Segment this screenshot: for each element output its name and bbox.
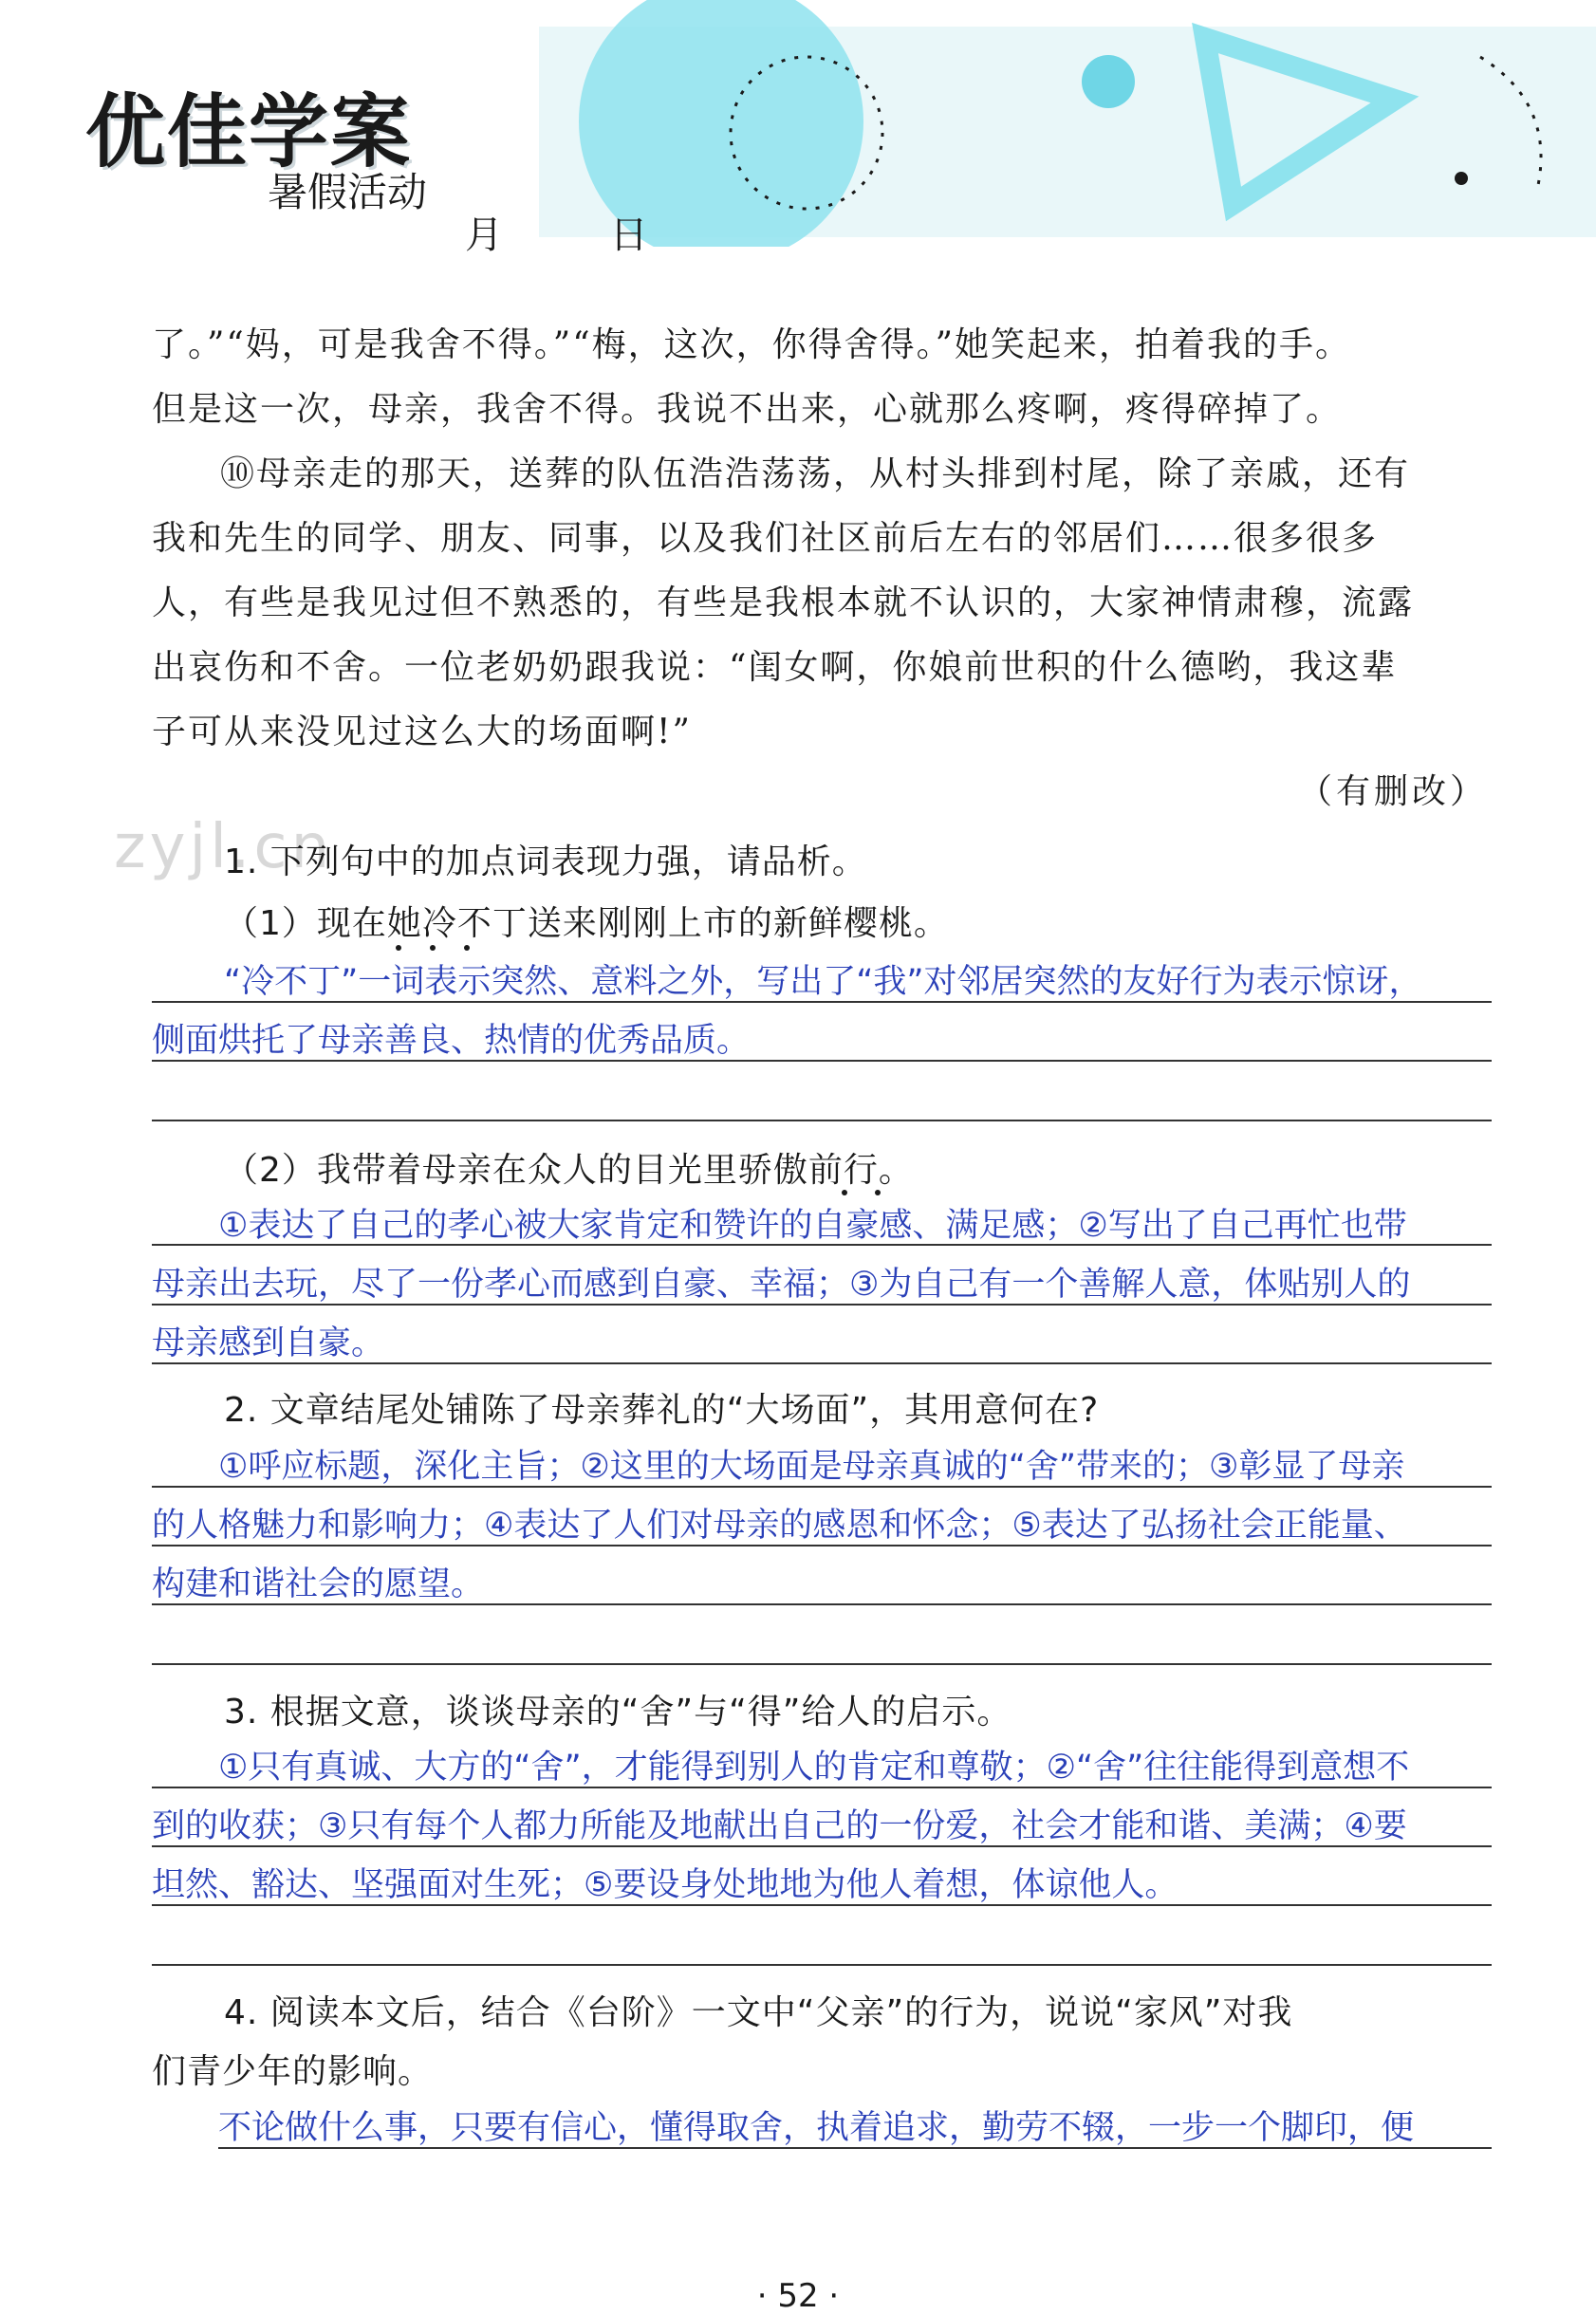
answer-line: ①呼应标题，深化主旨；②这里的大场面是母亲真诚的“舍”带来的；③彰显了母亲	[218, 1448, 1405, 1486]
answer-line: 构建和谐社会的愿望。	[152, 1565, 485, 1603]
answer-rule	[152, 1603, 1492, 1605]
month-label: 月	[465, 213, 503, 257]
emphasis-dot	[430, 945, 436, 951]
passage-line: 出哀伤和不舍。一位老奶奶跟我说：“闺女啊，你娘前世积的什么德哟，我这辈	[152, 648, 1398, 687]
answer-line: ①表达了自己的孝心被大家肯定和赞许的自豪感、满足感；②写出了自己再忙也带	[218, 1207, 1407, 1245]
page-number: · 52 ·	[756, 2277, 840, 2315]
answer-rule	[218, 2147, 1492, 2149]
question-1-sentence-1: （1）现在她冷不丁送来刚刚上市的新鲜樱桃。	[224, 904, 949, 943]
answer-rule	[152, 1244, 1492, 1246]
answer-rule	[152, 1663, 1492, 1665]
question-2-prompt: 2. 文章结尾处铺陈了母亲葬礼的“大场面”，其用意何在?	[224, 1391, 1100, 1430]
answer-line: 侧面烘托了母亲善良、热情的优秀品质。	[152, 1022, 751, 1060]
emphasis-dot	[464, 945, 470, 951]
answer-line: “冷不丁”一词表示突然、意料之外，写出了“我”对邻居突然的友好行为表示惊讶，	[224, 963, 1422, 1001]
answer-rule	[152, 1120, 1492, 1121]
answer-line: ①只有真诚、大方的“舍”，才能得到别人的肯定和尊敬；②“舍”往往能得到意想不	[218, 1749, 1410, 1787]
passage-line: 子可从来没见过这么大的场面啊!”	[152, 713, 692, 751]
passage-line: ⑩母亲走的那天，送葬的队伍浩浩荡荡，从村头排到村尾，除了亲戚，还有	[220, 454, 1411, 493]
answer-rule	[152, 1964, 1492, 1966]
watermark: zyjl.cn	[114, 812, 334, 882]
question-3-prompt: 3. 根据文意，谈谈母亲的“舍”与“得”给人的启示。	[224, 1693, 1012, 1732]
answer-rule	[152, 1001, 1492, 1003]
answer-rule	[152, 1904, 1492, 1906]
answer-line: 到的收获；③只有每个人都力所能及地献出自己的一份爱，社会才能和谐、美满；④要	[152, 1807, 1407, 1845]
answer-line: 不论做什么事，只要有信心，懂得取舍，执着追求，勤劳不辍，一步一个脚印，便	[218, 2109, 1415, 2147]
brand-title: 优佳学案	[85, 85, 413, 178]
passage-line: 人，有些是我见过但不熟悉的，有些是我根本就不认识的，大家神情肃穆，流露	[152, 583, 1415, 622]
dot-mark	[1455, 172, 1468, 185]
answer-rule	[152, 1545, 1492, 1546]
answer-rule	[152, 1060, 1492, 1062]
answer-line: 母亲出去玩，尽了一份孝心而感到自豪、幸福；③为自己有一个善解人意，体贴别人的	[152, 1266, 1411, 1304]
answer-rule	[152, 1787, 1492, 1788]
question-1-sentence-2: （2）我带着母亲在众人的目光里骄傲前行。	[224, 1151, 914, 1190]
answer-line: 的人格魅力和影响力；④表达了人们对母亲的感恩和怀念；⑤表达了弘扬社会正能量、	[152, 1507, 1407, 1545]
answer-rule	[152, 1486, 1492, 1488]
emphasis-dot	[842, 1190, 847, 1195]
answer-line: 母亲感到自豪。	[152, 1324, 385, 1362]
answer-rule	[152, 1845, 1492, 1847]
question-4-prompt: 4. 阅读本文后，结合《台阶》一文中“父亲”的行为，说说“家风”对我	[224, 1993, 1293, 2032]
passage-line: 了。”“妈，可是我舍不得。”“梅，这次，你得舍得。”她笑起来，拍着我的手。	[152, 325, 1352, 364]
brand-subtitle: 暑假活动	[268, 169, 428, 215]
emphasis-dot	[875, 1190, 881, 1195]
answer-line: 坦然、豁达、坚强面对生死；⑤要设身处地地为他人着想，体谅他人。	[152, 1866, 1178, 1904]
day-label: 日	[609, 213, 648, 257]
small-circle	[1082, 55, 1135, 108]
passage-line: 我和先生的同学、朋友、同事，以及我们社区前后左右的邻居们……很多很多	[152, 519, 1379, 558]
source-note: （有删改）	[1297, 772, 1488, 811]
question-1-prompt: 1. 下列句中的加点词表现力强，请品析。	[224, 843, 867, 881]
date-labels	[465, 205, 705, 259]
question-4-prompt-cont: 们青少年的影响。	[152, 2052, 434, 2091]
answer-rule	[152, 1304, 1492, 1306]
answer-rule	[152, 1362, 1492, 1364]
emphasis-dot	[396, 945, 401, 951]
passage-line: 但是这一次，母亲，我舍不得。我说不出来，心就那么疼啊，疼得碎掉了。	[152, 390, 1343, 429]
